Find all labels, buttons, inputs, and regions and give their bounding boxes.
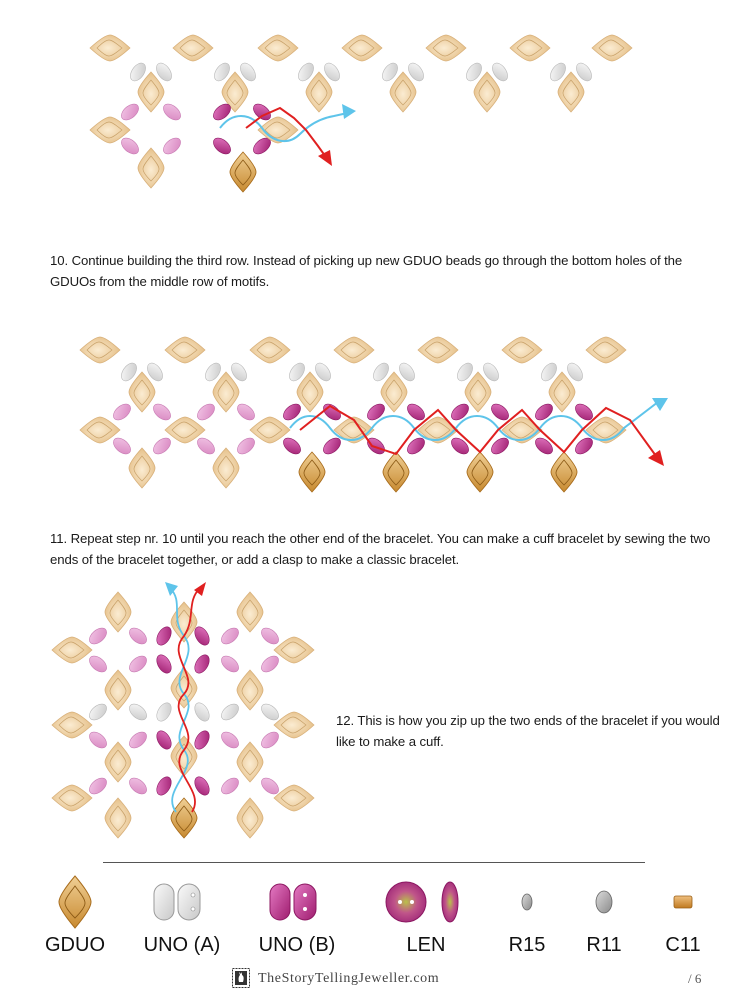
pale-motifs bbox=[80, 401, 290, 488]
motif-pale bbox=[90, 101, 184, 188]
uno-a-beads bbox=[127, 60, 594, 83]
legend-label-uno-a: UNO (A) bbox=[143, 934, 221, 956]
legend-divider bbox=[103, 862, 645, 863]
row1-uno-a bbox=[118, 360, 585, 383]
legend-label-r15: R15 bbox=[508, 934, 546, 956]
uno-b-icon bbox=[270, 884, 316, 920]
step12-diagram bbox=[0, 578, 330, 848]
motif-dark bbox=[210, 101, 298, 192]
rabbit-stamp-icon bbox=[232, 968, 250, 988]
arrow-blue bbox=[342, 104, 356, 119]
legend-label-r11: R11 bbox=[586, 934, 622, 956]
row1-gduo bbox=[80, 337, 626, 363]
step12-text: 12. This is how you zip up the two ends of the bracelet if you would like to make a cuff. bbox=[336, 713, 720, 749]
step9-diagram bbox=[0, 20, 750, 210]
arrow-red-2 bbox=[648, 450, 664, 466]
middle-gduo-beads bbox=[138, 72, 584, 112]
gduo-icon bbox=[59, 876, 91, 928]
legend-label-len: LEN bbox=[406, 934, 446, 956]
step10-diagram bbox=[0, 325, 750, 505]
len-icon bbox=[386, 882, 458, 922]
arrow-blue-3 bbox=[165, 582, 178, 596]
r15-icon bbox=[522, 894, 532, 910]
step10-text: 10. Continue building the third row. Instead of picking up new GDUO beads go through the bottom holes of the GDUOs from the middle row of motifs. bbox=[50, 253, 683, 289]
r11-icon bbox=[596, 891, 612, 913]
footer-site-link[interactable]: TheStoryTellingJeweller.com bbox=[258, 971, 440, 986]
top-row-gduo-beads bbox=[90, 35, 632, 61]
c11-icon bbox=[674, 896, 692, 908]
right-panel bbox=[218, 592, 314, 838]
legend-label-uno-b: UNO (B) bbox=[258, 934, 336, 956]
dark-motifs bbox=[280, 401, 626, 492]
page-number: / 6 bbox=[688, 971, 702, 986]
legend-label-gduo: GDUO bbox=[45, 934, 105, 956]
arrow-red bbox=[318, 150, 332, 166]
uno-a-icon bbox=[154, 884, 200, 920]
legend-label-c11: C11 bbox=[665, 934, 701, 956]
row2-gduo bbox=[129, 372, 575, 412]
left-panel bbox=[52, 592, 150, 838]
step11-text: 11. Repeat step nr. 10 until you reach the other end of the bracelet. You can make a cuff bracelet by sewing the two ends of the bracelet together, or add a clasp to make a classic bracelet. bbox=[50, 531, 711, 567]
legend-icons bbox=[0, 872, 750, 932]
